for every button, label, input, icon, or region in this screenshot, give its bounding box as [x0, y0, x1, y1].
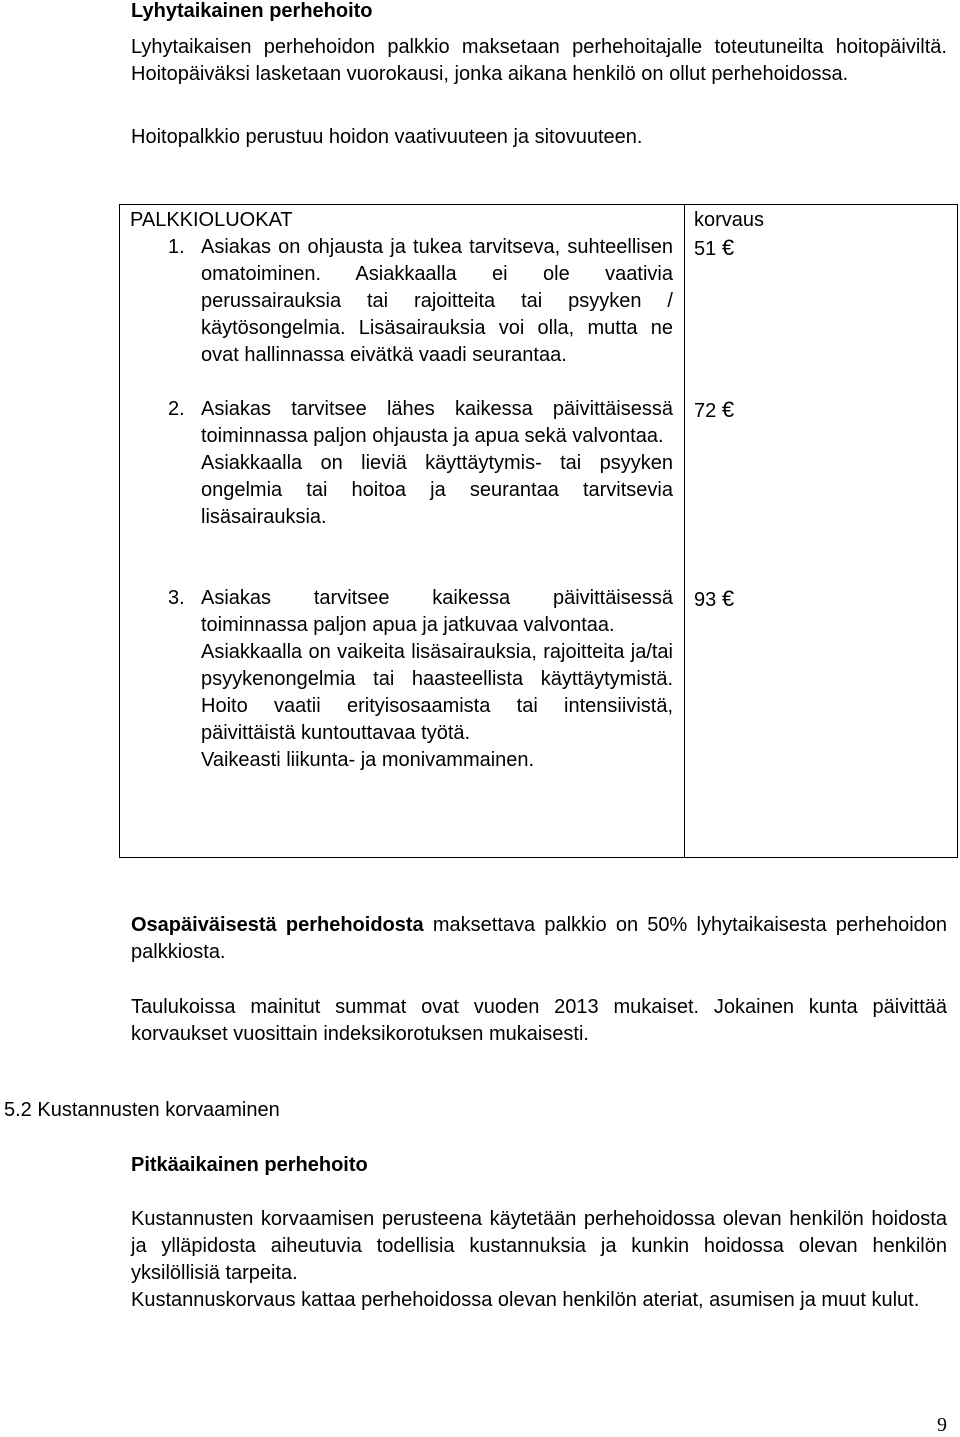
subheading-long-term-care: Pitkäaikainen perhehoito	[131, 1154, 368, 1176]
fee-class-number: 1.	[168, 236, 185, 258]
euro-icon: €	[721, 397, 735, 422]
euro-icon: €	[721, 586, 735, 611]
fee-class-amount	[694, 234, 894, 263]
fee-class-table	[119, 204, 958, 858]
tables-amounts-paragraph: Taulukoissa mainitut summat ovat vuoden 2013 mukaiset. Jokainen kunta päivittää korvaukset vuosittain indeksikorotuksen mukaisesti.	[131, 996, 947, 1045]
fee-class-text: Asiakas on ohjausta ja tukea tarvitseva, suhteellisen omatoiminen. Asiakkaalla ei ole vaativia perussairauksia tai rajoitteita tai psyyken / käytösongelmia. Lisäsairauksia voi olla, mutta ne ovat hallinnassa eivätkä vaadi seurantaa.	[201, 236, 673, 366]
amount-value: 51	[694, 238, 717, 260]
section-heading-cost-reimbursement: 5.2 Kustannusten korvaaminen	[4, 1099, 280, 1121]
short-term-care-paragraph: Lyhytaikaisen perhehoidon palkkio maksetaan perhehoitajalle toteutuneilta hoitopäiviltä. Hoitopäiväksi lasketaan vuorokausi, jonka aikana henkilö on ollut perhehoidossa.	[131, 36, 947, 85]
fee-class-amount	[694, 396, 894, 425]
fee-class-number: 2.	[168, 398, 185, 420]
fee-class-text: Asiakas tarvitsee kaikessa päivittäisessä toiminnassa paljon apua ja jatkuvaa valvontaa.	[201, 587, 673, 636]
fee-class-description	[201, 234, 673, 369]
fee-class-text: Vaikeasti liikunta- ja monivammainen.	[201, 749, 535, 771]
care-fee-basis-paragraph: Hoitopalkkio perustuu hoidon vaativuuteen ja sitovuuteen.	[131, 126, 643, 148]
fee-class-text: Asiakkaalla on vaikeita lisäsairauksia, rajoitteita ja/tai psyykenongelmia tai haasteellista käyttäytymistä. Hoito vaatii erityisosaamista tai intensiivistä, päivittäistä kuntouttavaa työtä.	[201, 641, 673, 744]
table-column-divider	[684, 205, 685, 857]
fee-class-description	[201, 585, 673, 774]
table-header-fee-classes: PALKKIOLUOKAT	[130, 209, 293, 231]
part-day-care-paragraph	[131, 912, 947, 966]
cost-coverage-paragraph: Kustannuskorvaus kattaa perhehoidossa olevan henkilön ateriat, asumisen ja muut kulut.	[131, 1289, 920, 1311]
part-day-care-lead: Osapäiväisestä perhehoidosta	[131, 914, 424, 936]
section-title-short-term-care: Lyhytaikainen perhehoito	[131, 0, 373, 22]
euro-icon: €	[721, 235, 735, 260]
fee-class-text: Asiakas tarvitsee lähes kaikessa päivittäisessä toiminnassa paljon ohjausta ja apua sekä valvontaa.	[201, 398, 673, 447]
part-day-care-rest: maksettava palkkio on 50% lyhytaikaisesta perhehoidon palkkiosta.	[131, 914, 948, 963]
fee-class-number: 3.	[168, 587, 185, 609]
page-number: 9	[937, 1414, 947, 1436]
fee-class-text: Asiakkaalla on lieviä käyttäytymis- tai psyyken ongelmia tai hoitoa ja seurantaa tarvitsevia lisäsairauksia.	[201, 452, 673, 528]
table-header-compensation: korvaus	[694, 209, 765, 231]
fee-class-description	[201, 396, 673, 531]
amount-value: 72	[694, 400, 717, 422]
cost-reimbursement-paragraph: Kustannusten korvaamisen perusteena käytetään perhehoidossa olevan henkilön hoidosta ja ylläpidosta aiheutuvia todellisia kustannuksia ja kunkin hoidossa olevan henkilön yksilöllisiä tarpeita.	[131, 1208, 947, 1284]
fee-class-amount	[694, 585, 894, 614]
amount-value: 93	[694, 589, 717, 611]
